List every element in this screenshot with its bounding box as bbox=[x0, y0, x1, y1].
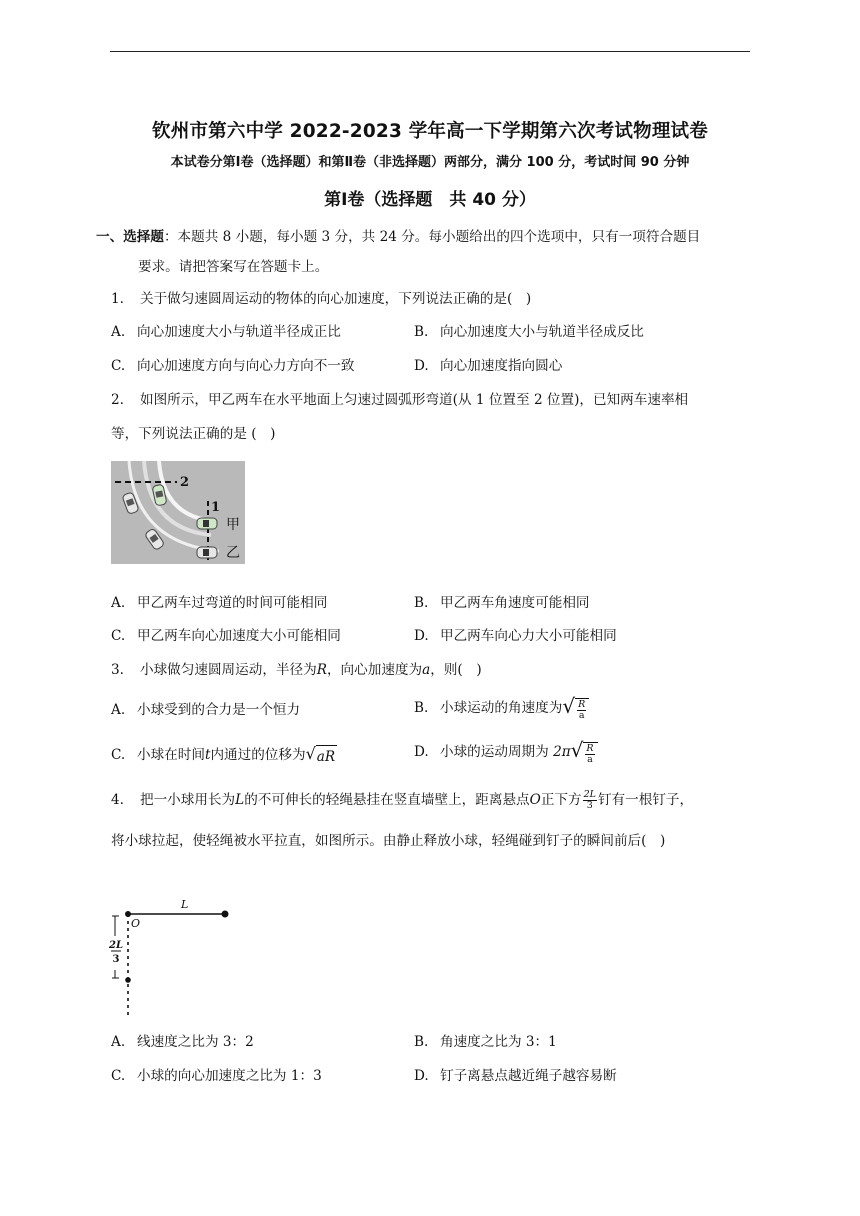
q2-option-d[interactable] bbox=[414, 626, 617, 646]
question-number: 2. bbox=[111, 392, 124, 408]
curve-road-figure bbox=[111, 461, 245, 564]
option-letter: C. bbox=[111, 358, 126, 374]
question-4-stem-line2: 将小球拉起，使轻绳被水平拉直，如图所示。由静止释放小球，轻绳碰到钉子的瞬间前后( ) bbox=[111, 833, 666, 849]
option-letter: B. bbox=[414, 1034, 429, 1050]
option-text: 向心加速度大小与轨道半径成反比 bbox=[440, 324, 644, 340]
q3-option-d[interactable] bbox=[414, 740, 598, 765]
exam-info: 本试卷分第Ⅰ卷（选择题）和第Ⅱ卷（非选择题）两部分，满分 100 分，考试时间 90 分钟 bbox=[170, 155, 690, 170]
option-text: 向心加速度大小与轨道半径成正比 bbox=[137, 324, 341, 340]
question-stem-a: 小球做匀速圆周运动，半径为 bbox=[140, 662, 317, 678]
q4-option-b[interactable] bbox=[414, 1032, 557, 1052]
question-2 bbox=[111, 390, 688, 410]
q2-option-b[interactable] bbox=[414, 593, 590, 613]
option-text: 向心加速度方向与向心力方向不一致 bbox=[137, 358, 355, 374]
label-car-a: 甲 bbox=[226, 517, 240, 533]
q2-option-c[interactable] bbox=[111, 626, 341, 646]
coefficient: 2π bbox=[553, 744, 571, 760]
option-letter: A. bbox=[111, 595, 126, 611]
label-position-2: 2 bbox=[180, 475, 190, 490]
page-title: 钦州市第六中学 2022-2023 学年高一下学期第六次考试物理试卷 bbox=[152, 121, 708, 142]
question-stem-d: 钉有一根钉子， bbox=[597, 792, 694, 808]
question-stem-a: 把一小球用长为 bbox=[140, 792, 236, 808]
question-stem-line1: 如图所示，甲乙两车在水平地面上匀速过圆弧形弯道(从 1 位置至 2 位置)，已知两车速率相 bbox=[140, 392, 689, 408]
sqrt-expression: √aR bbox=[305, 744, 336, 765]
option-text: 角速度之比为 3：1 bbox=[440, 1034, 557, 1050]
q1-option-c[interactable] bbox=[111, 356, 355, 376]
section-instructions-1: ：本题共 8 小题，每小题 3 分，共 24 分。每小题给出的四个选项中，只有一项符合题目 bbox=[163, 229, 701, 245]
section-heading bbox=[96, 227, 700, 247]
q4-option-a[interactable] bbox=[111, 1032, 254, 1052]
option-text-a: 小球在时间 bbox=[137, 746, 205, 763]
option-letter: D. bbox=[414, 358, 429, 374]
q4-option-c[interactable] bbox=[111, 1066, 322, 1086]
option-text: 甲乙两车向心加速度大小可能相同 bbox=[137, 628, 341, 644]
label-length: L bbox=[181, 898, 189, 911]
option-letter: B. bbox=[414, 700, 429, 716]
option-text: 小球的运动周期为 bbox=[440, 744, 554, 760]
q1-option-b[interactable] bbox=[414, 322, 644, 342]
question-2-stem-line2: 等，下列说法正确的是 ( ) bbox=[111, 426, 276, 442]
option-letter: B. bbox=[414, 324, 429, 340]
q3-option-b[interactable] bbox=[414, 696, 589, 721]
q1-option-d[interactable] bbox=[414, 356, 562, 376]
question-stem-b: ，向心加速度为 bbox=[326, 662, 423, 678]
option-text: 小球的向心加速度之比为 1：3 bbox=[137, 1068, 322, 1084]
q2-option-a[interactable] bbox=[111, 593, 327, 613]
section-label: 一、选择题 bbox=[96, 229, 164, 245]
option-text: 甲乙两车过弯道的时间可能相同 bbox=[137, 595, 328, 611]
sqrt-expression: √ $\frac{R}{a}$ bbox=[571, 740, 598, 765]
header-rule bbox=[110, 51, 750, 52]
fraction-2L-3: $\frac{2L}{3}$ bbox=[583, 789, 596, 811]
option-text: 钉子离悬点越近绳子越容易断 bbox=[440, 1068, 617, 1084]
fraction-numerator: R bbox=[578, 699, 586, 710]
pendulum-figure bbox=[111, 896, 235, 1022]
option-letter: A. bbox=[111, 1034, 126, 1050]
option-letter: B. bbox=[414, 595, 429, 611]
curve-road-diagram bbox=[111, 461, 245, 564]
fraction-numerator: R bbox=[586, 743, 594, 754]
dimension-numerator: 2L bbox=[109, 940, 123, 951]
var-L: L bbox=[235, 792, 245, 808]
question-3 bbox=[111, 660, 482, 680]
question-number: 1. bbox=[111, 291, 124, 307]
car-a-start bbox=[197, 518, 217, 529]
option-letter: A. bbox=[111, 324, 126, 340]
option-letter: A. bbox=[111, 702, 126, 718]
car-b-start bbox=[197, 547, 217, 558]
label-position-1: 1 bbox=[211, 500, 221, 515]
dimension-denominator: 3 bbox=[112, 954, 120, 965]
question-stem-b: 的不可伸长的轻绳悬挂在竖直墙壁上，距离悬点 bbox=[244, 792, 530, 808]
question-stem-c: ，则( ) bbox=[430, 662, 482, 678]
radicand: aR bbox=[316, 745, 337, 767]
question-stem: 关于做匀速圆周运动的物体的向心加速度，下列说法正确的是( ) bbox=[140, 291, 532, 307]
fraction-denominator: a bbox=[578, 710, 585, 721]
nail-point bbox=[125, 977, 131, 983]
ball bbox=[222, 911, 229, 918]
question-number: 3. bbox=[111, 662, 124, 678]
option-letter: C. bbox=[111, 746, 126, 763]
q3-option-c[interactable] bbox=[111, 744, 337, 767]
option-text: 线速度之比为 3：2 bbox=[137, 1034, 254, 1050]
option-letter: C. bbox=[111, 628, 126, 644]
option-letter: D. bbox=[414, 744, 429, 760]
q3-option-a[interactable] bbox=[111, 700, 300, 720]
label-origin: O bbox=[131, 917, 141, 930]
question-stem-c: 正下方 bbox=[540, 792, 582, 808]
option-letter: D. bbox=[414, 628, 429, 644]
var-R: R bbox=[316, 662, 327, 678]
option-text: 向心加速度指向圆心 bbox=[440, 358, 563, 374]
pendulum-diagram bbox=[111, 896, 235, 1022]
question-1 bbox=[111, 289, 531, 309]
fraction-denominator: a bbox=[587, 754, 593, 765]
var-a: a bbox=[422, 662, 431, 678]
section-instructions-2: 要求。请把答案写在答题卡上。 bbox=[138, 259, 329, 275]
var-t: t bbox=[204, 746, 211, 763]
option-letter: D. bbox=[414, 1068, 429, 1084]
sqrt-expression: √ $\frac{R}{a}$ bbox=[562, 696, 589, 721]
option-text: 甲乙两车角速度可能相同 bbox=[440, 595, 590, 611]
question-number: 4. bbox=[111, 792, 124, 808]
option-text: 小球运动的角速度为 bbox=[440, 700, 563, 716]
q4-option-d[interactable] bbox=[414, 1066, 617, 1086]
var-O: O bbox=[529, 792, 541, 808]
option-text: 甲乙两车向心力大小可能相同 bbox=[440, 628, 617, 644]
q1-option-a[interactable] bbox=[111, 322, 341, 342]
question-4 bbox=[111, 790, 693, 811]
option-letter: C. bbox=[111, 1068, 126, 1084]
option-text: 小球受到的合力是一个恒力 bbox=[137, 702, 301, 718]
part-title: 第Ⅰ卷（选择题 共 40 分） bbox=[324, 190, 536, 210]
label-car-b: 乙 bbox=[226, 545, 240, 561]
option-text-b: 内通过的位移为 bbox=[210, 746, 306, 763]
